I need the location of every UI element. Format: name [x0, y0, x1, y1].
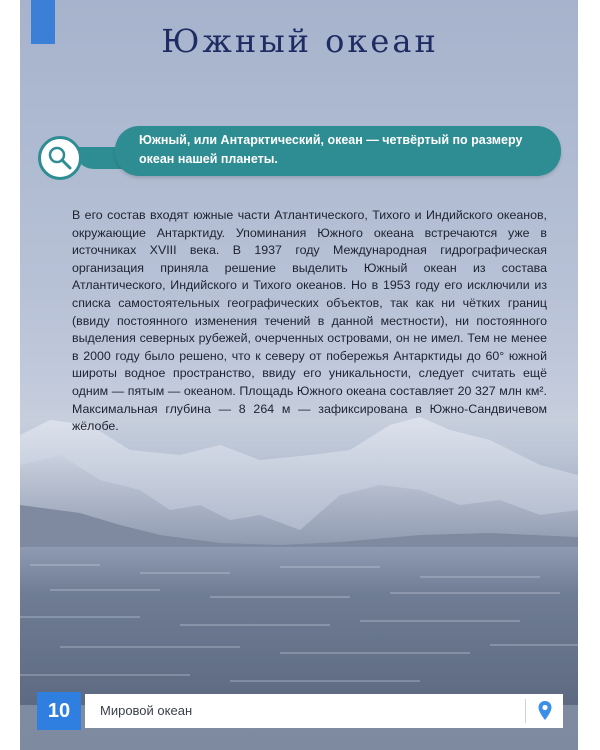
page-title: Южный океан — [161, 22, 439, 60]
page-number: 10 — [37, 692, 81, 730]
footer-divider — [525, 699, 526, 723]
page-footer — [37, 692, 563, 730]
footer-bar — [85, 694, 563, 728]
body-paragraph: В его состав входят южные части Атлантического, Тихого и Индийского океанов, окружающие Антарктиду. Упоминания Южного океана встречаются уже в источниках XVIII века. В 1937 году Международная гидрографическая организация приняла решение выделить Южный океан из состава Атлантического, Индийского и Тихого океанов. Но в 1953 году его исключили из списка самостоятельных географических объектов, так как ни чётких границ (ввиду постоянного изменения течений в данной местности), ни постоянного выделения северных рубежей, очерченных островами, он не имел. Тем не менее в 2000 году было решено, что к северу от побережья Антарктиды до 60° южной широты водное пространство, ввиду его уникальности, следует считать ещё одним — пятым — океаном. Площадь Южного океана составляет 20 327 млн км². Максимальная глубина — 8 264 м — зафиксирована в Южно-Сандвичевом жёлобе. — [72, 208, 547, 434]
location-pin-icon — [537, 700, 553, 722]
antarctic-landscape-photo — [20, 395, 578, 705]
callout-text: Южный, или Антарктический, океан — четвёртый по размеру океан нашей планеты. — [139, 133, 523, 166]
magnifier-icon — [38, 136, 82, 180]
section-label: Мировой океан — [100, 703, 193, 718]
